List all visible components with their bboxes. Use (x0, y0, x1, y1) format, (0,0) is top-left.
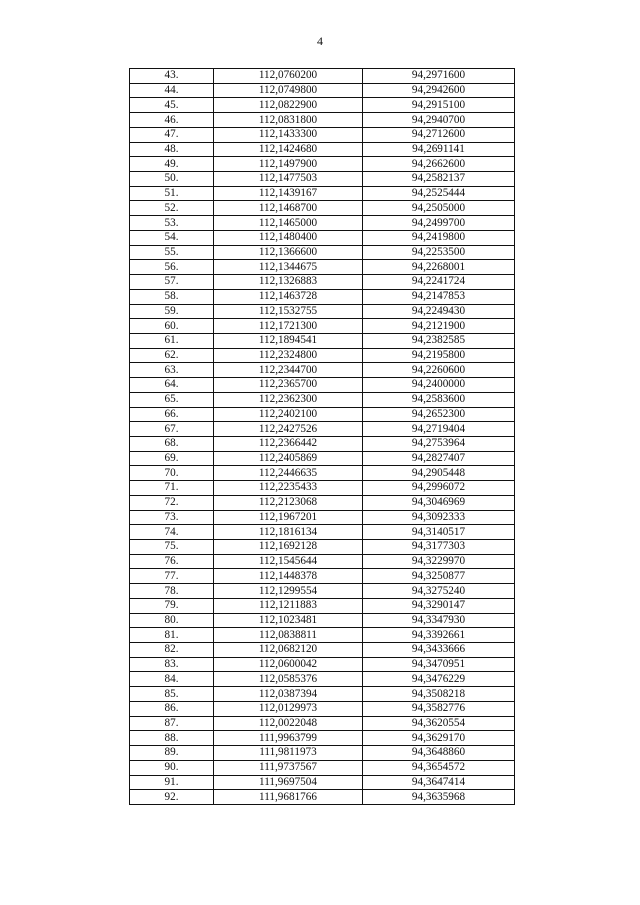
table-row (130, 275, 515, 290)
y-coordinate-cell: 94,3476229 (363, 672, 515, 687)
table-row (130, 569, 515, 584)
point-number-cell: 81. (130, 628, 214, 643)
table-row (130, 378, 515, 393)
y-coordinate-cell: 94,3229970 (363, 554, 515, 569)
table-row (130, 69, 515, 84)
x-coordinate-cell: 112,1463728 (214, 289, 363, 304)
table-row (130, 407, 515, 422)
point-number-cell: 87. (130, 716, 214, 731)
point-number-cell: 43. (130, 69, 214, 84)
table-row (130, 436, 515, 451)
x-coordinate-cell: 112,1366600 (214, 245, 363, 260)
x-coordinate-cell: 112,2405869 (214, 451, 363, 466)
point-number-cell: 61. (130, 333, 214, 348)
y-coordinate-cell: 94,2712600 (363, 127, 515, 142)
table-row (130, 775, 515, 790)
table-row (130, 392, 515, 407)
y-coordinate-cell: 94,2268001 (363, 260, 515, 275)
x-coordinate-cell: 112,1465000 (214, 216, 363, 231)
y-coordinate-cell: 94,2719404 (363, 422, 515, 437)
y-coordinate-cell: 94,2249430 (363, 304, 515, 319)
y-coordinate-cell: 94,3392661 (363, 628, 515, 643)
x-coordinate-cell: 111,9737567 (214, 760, 363, 775)
point-number-cell: 88. (130, 731, 214, 746)
point-number-cell: 77. (130, 569, 214, 584)
coordinates-table-body (130, 69, 515, 805)
table-row (130, 790, 515, 805)
table-row (130, 760, 515, 775)
table-row (130, 319, 515, 334)
x-coordinate-cell: 112,1326883 (214, 275, 363, 290)
x-coordinate-cell: 112,1433300 (214, 127, 363, 142)
y-coordinate-cell: 94,3654572 (363, 760, 515, 775)
x-coordinate-cell: 112,2324800 (214, 348, 363, 363)
x-coordinate-cell: 112,1497900 (214, 157, 363, 172)
table-row (130, 451, 515, 466)
y-coordinate-cell: 94,3140517 (363, 525, 515, 540)
y-coordinate-cell: 94,2147853 (363, 289, 515, 304)
point-number-cell: 63. (130, 363, 214, 378)
x-coordinate-cell: 112,0129973 (214, 701, 363, 716)
x-coordinate-cell: 111,9811973 (214, 746, 363, 761)
x-coordinate-cell: 112,1344675 (214, 260, 363, 275)
point-number-cell: 71. (130, 481, 214, 496)
x-coordinate-cell: 112,2123068 (214, 495, 363, 510)
table-row (130, 260, 515, 275)
point-number-cell: 49. (130, 157, 214, 172)
point-number-cell: 65. (130, 392, 214, 407)
point-number-cell: 52. (130, 201, 214, 216)
table-row (130, 672, 515, 687)
table-row (130, 525, 515, 540)
point-number-cell: 84. (130, 672, 214, 687)
y-coordinate-cell: 94,2940700 (363, 113, 515, 128)
x-coordinate-cell: 112,0585376 (214, 672, 363, 687)
y-coordinate-cell: 94,3620554 (363, 716, 515, 731)
y-coordinate-cell: 94,2905448 (363, 466, 515, 481)
y-coordinate-cell: 94,2583600 (363, 392, 515, 407)
y-coordinate-cell: 94,2942600 (363, 83, 515, 98)
coordinates-table (129, 68, 515, 805)
table-row (130, 746, 515, 761)
point-number-cell: 75. (130, 540, 214, 555)
x-coordinate-cell: 112,2402100 (214, 407, 363, 422)
table-row (130, 584, 515, 599)
y-coordinate-cell: 94,2253500 (363, 245, 515, 260)
point-number-cell: 69. (130, 451, 214, 466)
x-coordinate-cell: 112,0760200 (214, 69, 363, 84)
table-row (130, 83, 515, 98)
y-coordinate-cell: 94,2971600 (363, 69, 515, 84)
y-coordinate-cell: 94,2505000 (363, 201, 515, 216)
y-coordinate-cell: 94,2525444 (363, 186, 515, 201)
page-number: 4 (317, 34, 323, 48)
x-coordinate-cell: 112,1967201 (214, 510, 363, 525)
table-row (130, 495, 515, 510)
point-number-cell: 46. (130, 113, 214, 128)
table-row (130, 186, 515, 201)
table-row (130, 731, 515, 746)
y-coordinate-cell: 94,3250877 (363, 569, 515, 584)
table-row (130, 481, 515, 496)
table-row (130, 157, 515, 172)
x-coordinate-cell: 111,9681766 (214, 790, 363, 805)
x-coordinate-cell: 112,2366442 (214, 436, 363, 451)
y-coordinate-cell: 94,2753964 (363, 436, 515, 451)
point-number-cell: 56. (130, 260, 214, 275)
point-number-cell: 48. (130, 142, 214, 157)
point-number-cell: 86. (130, 701, 214, 716)
x-coordinate-cell: 112,2235433 (214, 481, 363, 496)
point-number-cell: 50. (130, 172, 214, 187)
x-coordinate-cell: 111,9697504 (214, 775, 363, 790)
x-coordinate-cell: 112,1894541 (214, 333, 363, 348)
y-coordinate-cell: 94,2382585 (363, 333, 515, 348)
point-number-cell: 44. (130, 83, 214, 98)
y-coordinate-cell: 94,3433666 (363, 643, 515, 658)
y-coordinate-cell: 94,2121900 (363, 319, 515, 334)
table-row (130, 98, 515, 113)
table-row (130, 628, 515, 643)
table-row (130, 304, 515, 319)
y-coordinate-cell: 94,2582137 (363, 172, 515, 187)
point-number-cell: 57. (130, 275, 214, 290)
x-coordinate-cell: 112,1299554 (214, 584, 363, 599)
table-row (130, 348, 515, 363)
y-coordinate-cell: 94,2827407 (363, 451, 515, 466)
table-row (130, 333, 515, 348)
point-number-cell: 91. (130, 775, 214, 790)
table-row (130, 657, 515, 672)
point-number-cell: 72. (130, 495, 214, 510)
y-coordinate-cell: 94,3275240 (363, 584, 515, 599)
x-coordinate-cell: 112,2365700 (214, 378, 363, 393)
x-coordinate-cell: 112,0682120 (214, 643, 363, 658)
point-number-cell: 54. (130, 230, 214, 245)
x-coordinate-cell: 112,2427526 (214, 422, 363, 437)
x-coordinate-cell: 112,2362300 (214, 392, 363, 407)
table-row (130, 701, 515, 716)
y-coordinate-cell: 94,2691141 (363, 142, 515, 157)
point-number-cell: 92. (130, 790, 214, 805)
table-row (130, 216, 515, 231)
x-coordinate-cell: 111,9963799 (214, 731, 363, 746)
y-coordinate-cell: 94,3647414 (363, 775, 515, 790)
x-coordinate-cell: 112,0387394 (214, 687, 363, 702)
point-number-cell: 68. (130, 436, 214, 451)
point-number-cell: 64. (130, 378, 214, 393)
x-coordinate-cell: 112,1816134 (214, 525, 363, 540)
point-number-cell: 55. (130, 245, 214, 260)
point-number-cell: 59. (130, 304, 214, 319)
point-number-cell: 79. (130, 598, 214, 613)
y-coordinate-cell: 94,3648860 (363, 746, 515, 761)
table-row (130, 172, 515, 187)
point-number-cell: 89. (130, 746, 214, 761)
point-number-cell: 62. (130, 348, 214, 363)
table-row (130, 289, 515, 304)
y-coordinate-cell: 94,3046969 (363, 495, 515, 510)
point-number-cell: 51. (130, 186, 214, 201)
table-row (130, 127, 515, 142)
table-row (130, 598, 515, 613)
x-coordinate-cell: 112,0822900 (214, 98, 363, 113)
point-number-cell: 53. (130, 216, 214, 231)
x-coordinate-cell: 112,1532755 (214, 304, 363, 319)
x-coordinate-cell: 112,0838811 (214, 628, 363, 643)
x-coordinate-cell: 112,1480400 (214, 230, 363, 245)
point-number-cell: 58. (130, 289, 214, 304)
point-number-cell: 76. (130, 554, 214, 569)
x-coordinate-cell: 112,1721300 (214, 319, 363, 334)
point-number-cell: 45. (130, 98, 214, 113)
x-coordinate-cell: 112,1424680 (214, 142, 363, 157)
x-coordinate-cell: 112,0749800 (214, 83, 363, 98)
point-number-cell: 70. (130, 466, 214, 481)
y-coordinate-cell: 94,2662600 (363, 157, 515, 172)
y-coordinate-cell: 94,3635968 (363, 790, 515, 805)
x-coordinate-cell: 112,1439167 (214, 186, 363, 201)
table-row (130, 613, 515, 628)
x-coordinate-cell: 112,0022048 (214, 716, 363, 731)
y-coordinate-cell: 94,2400000 (363, 378, 515, 393)
table-row (130, 687, 515, 702)
point-number-cell: 67. (130, 422, 214, 437)
x-coordinate-cell: 112,0831800 (214, 113, 363, 128)
y-coordinate-cell: 94,3177303 (363, 540, 515, 555)
y-coordinate-cell: 94,3629170 (363, 731, 515, 746)
x-coordinate-cell: 112,1468700 (214, 201, 363, 216)
table-row (130, 113, 515, 128)
table-row (130, 643, 515, 658)
y-coordinate-cell: 94,3582776 (363, 701, 515, 716)
point-number-cell: 82. (130, 643, 214, 658)
y-coordinate-cell: 94,2652300 (363, 407, 515, 422)
table-row (130, 716, 515, 731)
point-number-cell: 66. (130, 407, 214, 422)
x-coordinate-cell: 112,1477503 (214, 172, 363, 187)
y-coordinate-cell: 94,2241724 (363, 275, 515, 290)
table-row (130, 422, 515, 437)
table-row (130, 201, 515, 216)
y-coordinate-cell: 94,3508218 (363, 687, 515, 702)
point-number-cell: 90. (130, 760, 214, 775)
y-coordinate-cell: 94,2499700 (363, 216, 515, 231)
y-coordinate-cell: 94,2195800 (363, 348, 515, 363)
point-number-cell: 85. (130, 687, 214, 702)
y-coordinate-cell: 94,2915100 (363, 98, 515, 113)
y-coordinate-cell: 94,2996072 (363, 481, 515, 496)
table-row (130, 540, 515, 555)
point-number-cell: 73. (130, 510, 214, 525)
x-coordinate-cell: 112,1545644 (214, 554, 363, 569)
y-coordinate-cell: 94,2260600 (363, 363, 515, 378)
point-number-cell: 83. (130, 657, 214, 672)
x-coordinate-cell: 112,1448378 (214, 569, 363, 584)
x-coordinate-cell: 112,0600042 (214, 657, 363, 672)
x-coordinate-cell: 112,2344700 (214, 363, 363, 378)
y-coordinate-cell: 94,2419800 (363, 230, 515, 245)
y-coordinate-cell: 94,3470951 (363, 657, 515, 672)
point-number-cell: 47. (130, 127, 214, 142)
point-number-cell: 78. (130, 584, 214, 599)
point-number-cell: 80. (130, 613, 214, 628)
table-row (130, 230, 515, 245)
y-coordinate-cell: 94,3347930 (363, 613, 515, 628)
y-coordinate-cell: 94,3290147 (363, 598, 515, 613)
point-number-cell: 74. (130, 525, 214, 540)
x-coordinate-cell: 112,1211883 (214, 598, 363, 613)
table-row (130, 142, 515, 157)
y-coordinate-cell: 94,3092333 (363, 510, 515, 525)
table-row (130, 510, 515, 525)
x-coordinate-cell: 112,1692128 (214, 540, 363, 555)
table-row (130, 245, 515, 260)
table-row (130, 363, 515, 378)
x-coordinate-cell: 112,1023481 (214, 613, 363, 628)
x-coordinate-cell: 112,2446635 (214, 466, 363, 481)
point-number-cell: 60. (130, 319, 214, 334)
table-row (130, 554, 515, 569)
table-row (130, 466, 515, 481)
